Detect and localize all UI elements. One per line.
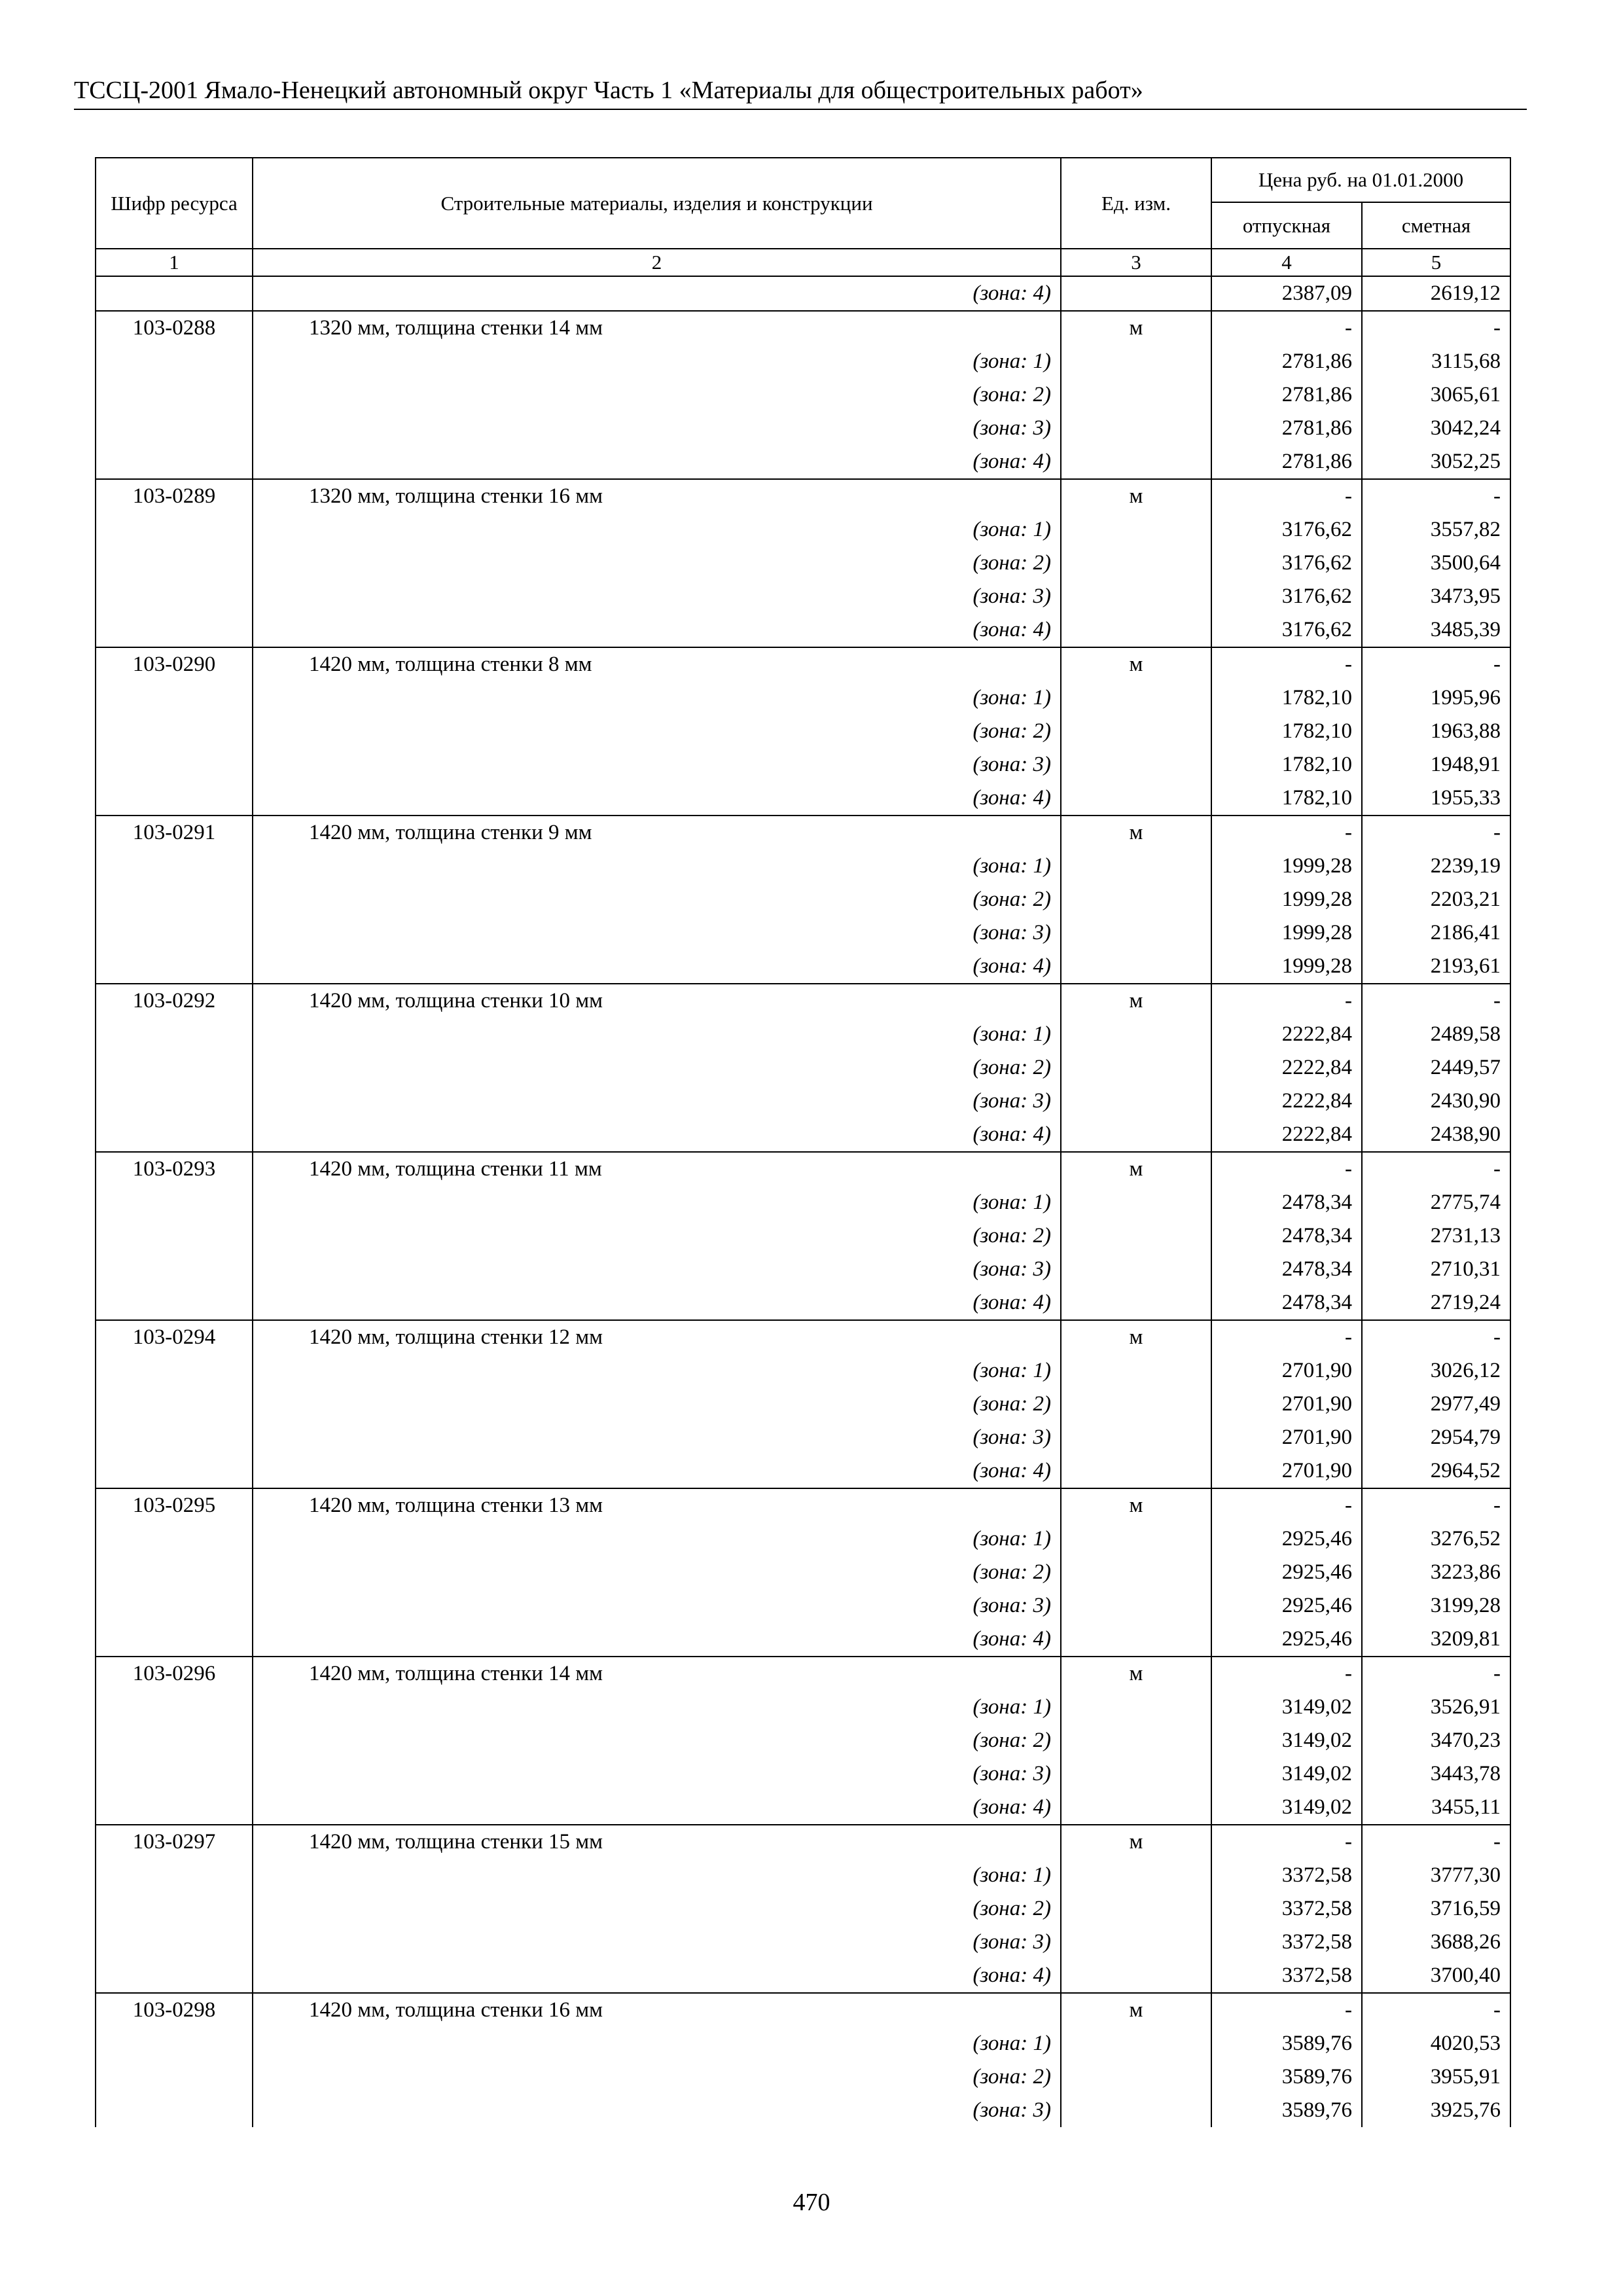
estimate-price: 3052,25 (1362, 445, 1510, 479)
estimate-price: 1963,88 (1362, 715, 1510, 748)
zone-label: (зона: 2) (253, 1051, 1061, 1085)
zone-row (96, 1959, 1510, 1993)
release-price: 2222,84 (1211, 1018, 1362, 1051)
zone-label: (зона: 3) (253, 1421, 1061, 1454)
material-name: 1420 мм, толщина стенки 13 мм (253, 1488, 1061, 1522)
material-name: 1420 мм, толщина стенки 14 мм (253, 1657, 1061, 1691)
estimate-price: 2449,57 (1362, 1051, 1510, 1085)
release-price: 1999,28 (1211, 883, 1362, 916)
estimate-price: 3455,11 (1362, 1791, 1510, 1825)
release-price: 2478,34 (1211, 1286, 1362, 1320)
header-rule (74, 109, 1527, 110)
release-price: 2701,90 (1211, 1454, 1362, 1488)
release-price: 3372,58 (1211, 1892, 1362, 1926)
estimate-price: - (1362, 984, 1510, 1018)
estimate-price: 3209,81 (1362, 1623, 1510, 1657)
release-price: 2781,86 (1211, 412, 1362, 445)
unit-cell: м (1061, 647, 1211, 681)
estimate-price: 3485,39 (1362, 613, 1510, 647)
zone-row (96, 681, 1510, 715)
estimate-price: 3473,95 (1362, 580, 1510, 613)
release-price: 3589,76 (1211, 2094, 1362, 2127)
release-price: 1782,10 (1211, 748, 1362, 781)
estimate-price: 3276,52 (1362, 1522, 1510, 1556)
release-price: 2222,84 (1211, 1051, 1362, 1085)
estimate-price: 3700,40 (1362, 1959, 1510, 1993)
unit-cell: м (1061, 1320, 1211, 1354)
zone-label: (зона: 4) (253, 1623, 1061, 1657)
material-name: 1420 мм, толщина стенки 10 мм (253, 984, 1061, 1018)
zone-label: (зона: 4) (253, 1118, 1061, 1152)
release-price: 3176,62 (1211, 613, 1362, 647)
resource-code: 103-0288 (96, 311, 253, 345)
zone-label: (зона: 1) (253, 1691, 1061, 1724)
release-price: 3149,02 (1211, 1724, 1362, 1757)
header-price-group: Цена руб. на 01.01.2000 (1211, 158, 1510, 202)
zone-label: (зона: 3) (253, 1589, 1061, 1623)
zone-label: (зона: 1) (253, 1522, 1061, 1556)
zone-label: (зона: 4) (253, 1286, 1061, 1320)
table-row (96, 1657, 1510, 1691)
zone-row (96, 1757, 1510, 1791)
release-price: 2701,90 (1211, 1388, 1362, 1421)
estimate-price: - (1362, 647, 1510, 681)
zone-row (96, 1388, 1510, 1421)
estimate-price: 2719,24 (1362, 1286, 1510, 1320)
zone-label: (зона: 2) (253, 378, 1061, 412)
zone-label: (зона: 3) (253, 2094, 1061, 2127)
zone-row (96, 1018, 1510, 1051)
estimate-price: 2977,49 (1362, 1388, 1510, 1421)
release-price: - (1211, 816, 1362, 850)
zone-label: (зона: 4) (253, 1791, 1061, 1825)
zone-row (96, 950, 1510, 984)
column-number: 4 (1211, 249, 1362, 276)
zone-label: (зона: 4) (253, 276, 1061, 311)
zone-label: (зона: 3) (253, 748, 1061, 781)
table-row (96, 1152, 1510, 1186)
release-price: 2925,46 (1211, 1589, 1362, 1623)
unit-cell: м (1061, 984, 1211, 1018)
estimate-price: - (1362, 1488, 1510, 1522)
zone-row (96, 2094, 1510, 2127)
release-price: - (1211, 479, 1362, 513)
zone-label: (зона: 4) (253, 613, 1061, 647)
zone-label: (зона: 1) (253, 1018, 1061, 1051)
table-row (96, 984, 1510, 1018)
release-price: 3176,62 (1211, 580, 1362, 613)
unit-cell: м (1061, 816, 1211, 850)
release-price: 1782,10 (1211, 781, 1362, 816)
unit-cell: м (1061, 1993, 1211, 2027)
zone-row (96, 1623, 1510, 1657)
release-price: 2781,86 (1211, 378, 1362, 412)
header-unit: Ед. изм. (1061, 158, 1211, 249)
release-price: 3589,76 (1211, 2060, 1362, 2094)
table-row (96, 311, 1510, 345)
zone-label: (зона: 1) (253, 1186, 1061, 1219)
zone-label: (зона: 4) (253, 1959, 1061, 1993)
estimate-price: 3716,59 (1362, 1892, 1510, 1926)
release-price: 2222,84 (1211, 1085, 1362, 1118)
release-price: 3149,02 (1211, 1757, 1362, 1791)
zone-label: (зона: 2) (253, 1219, 1061, 1253)
release-price: 1999,28 (1211, 916, 1362, 950)
release-price: 2478,34 (1211, 1253, 1362, 1286)
column-number: 1 (96, 249, 253, 276)
table-row (96, 1993, 1510, 2027)
estimate-price: 2775,74 (1362, 1186, 1510, 1219)
estimate-price: 2619,12 (1362, 276, 1510, 311)
zone-row (96, 1421, 1510, 1454)
zone-row (96, 748, 1510, 781)
resource-code: 103-0290 (96, 647, 253, 681)
column-number: 5 (1362, 249, 1510, 276)
table-row (96, 647, 1510, 681)
estimate-price: 3777,30 (1362, 1859, 1510, 1892)
estimate-price: 3199,28 (1362, 1589, 1510, 1623)
resource-code: 103-0291 (96, 816, 253, 850)
zone-label: (зона: 3) (253, 580, 1061, 613)
page-header: ТССЦ-2001 Ямало-Ненецкий автономный округ Часть 1 «Материалы для общестроительных работ» (74, 77, 1143, 104)
zone-row (96, 1118, 1510, 1152)
header-estimate-price: сметная (1362, 202, 1510, 249)
material-name: 1420 мм, толщина стенки 11 мм (253, 1152, 1061, 1186)
estimate-price: 3526,91 (1362, 1691, 1510, 1724)
estimate-price: 2430,90 (1362, 1085, 1510, 1118)
resource-code: 103-0292 (96, 984, 253, 1018)
zone-row (96, 513, 1510, 547)
zone-row (96, 2027, 1510, 2060)
release-price: 2925,46 (1211, 1522, 1362, 1556)
estimate-price: 1995,96 (1362, 681, 1510, 715)
table-body (96, 276, 1510, 2127)
estimate-price: - (1362, 479, 1510, 513)
release-price: 2925,46 (1211, 1556, 1362, 1589)
material-name: 1420 мм, толщина стенки 16 мм (253, 1993, 1061, 2027)
zone-label: (зона: 3) (253, 412, 1061, 445)
zone-label: (зона: 4) (253, 445, 1061, 479)
release-price: - (1211, 311, 1362, 345)
release-price: 1999,28 (1211, 950, 1362, 984)
estimate-price: 3557,82 (1362, 513, 1510, 547)
zone-row (96, 883, 1510, 916)
estimate-price: - (1362, 816, 1510, 850)
estimate-price: 3026,12 (1362, 1354, 1510, 1388)
release-price: 2222,84 (1211, 1118, 1362, 1152)
zone-label: (зона: 2) (253, 715, 1061, 748)
zone-row (96, 781, 1510, 816)
resource-code: 103-0289 (96, 479, 253, 513)
zone-row (96, 916, 1510, 950)
zone-row (96, 345, 1510, 378)
release-price: 2478,34 (1211, 1219, 1362, 1253)
estimate-price: - (1362, 311, 1510, 345)
zone-row (96, 412, 1510, 445)
estimate-price: 3688,26 (1362, 1926, 1510, 1959)
release-price: 1782,10 (1211, 681, 1362, 715)
zone-row (96, 445, 1510, 479)
release-price: 3176,62 (1211, 547, 1362, 580)
zone-row (96, 1051, 1510, 1085)
zone-label: (зона: 3) (253, 1253, 1061, 1286)
zone-row (96, 1589, 1510, 1623)
estimate-price: - (1362, 1152, 1510, 1186)
zone-label: (зона: 3) (253, 1085, 1061, 1118)
release-price: 1999,28 (1211, 850, 1362, 883)
zone-label: (зона: 3) (253, 1757, 1061, 1791)
table-row (96, 816, 1510, 850)
zone-label: (зона: 2) (253, 1556, 1061, 1589)
unit-cell: м (1061, 1657, 1211, 1691)
estimate-price: 3470,23 (1362, 1724, 1510, 1757)
estimate-price: 1955,33 (1362, 781, 1510, 816)
zone-label: (зона: 2) (253, 1724, 1061, 1757)
release-price: 2387,09 (1211, 276, 1362, 311)
zone-row (96, 580, 1510, 613)
zone-row (96, 378, 1510, 412)
release-price: - (1211, 1825, 1362, 1859)
estimate-price: 3065,61 (1362, 378, 1510, 412)
zone-row (96, 547, 1510, 580)
estimate-price: 3443,78 (1362, 1757, 1510, 1791)
material-name: 1420 мм, толщина стенки 9 мм (253, 816, 1061, 850)
unit-cell: м (1061, 1488, 1211, 1522)
release-price: 3149,02 (1211, 1691, 1362, 1724)
header-code: Шифр ресурса (96, 158, 253, 249)
estimate-price: 3115,68 (1362, 345, 1510, 378)
release-price: 1782,10 (1211, 715, 1362, 748)
zone-label: (зона: 2) (253, 1892, 1061, 1926)
estimate-price: 4020,53 (1362, 2027, 1510, 2060)
release-price: - (1211, 1320, 1362, 1354)
estimate-price: 2489,58 (1362, 1018, 1510, 1051)
table-row (96, 1320, 1510, 1354)
estimate-price: - (1362, 1320, 1510, 1354)
zone-row (96, 1253, 1510, 1286)
table-row (96, 1488, 1510, 1522)
estimate-price: 1948,91 (1362, 748, 1510, 781)
resource-code: 103-0293 (96, 1152, 253, 1186)
zone-label: (зона: 4) (253, 950, 1061, 984)
resource-code: 103-0297 (96, 1825, 253, 1859)
header-release-price: отпускная (1211, 202, 1362, 249)
release-price: 3589,76 (1211, 2027, 1362, 2060)
zone-row (96, 1219, 1510, 1253)
release-price: - (1211, 1657, 1362, 1691)
table-header (96, 158, 1510, 276)
zone-row (96, 2060, 1510, 2094)
release-price: 2701,90 (1211, 1354, 1362, 1388)
carryover-row (96, 276, 1510, 311)
unit-cell: м (1061, 311, 1211, 345)
zone-label: (зона: 1) (253, 345, 1061, 378)
resource-code: 103-0294 (96, 1320, 253, 1354)
zone-row (96, 850, 1510, 883)
release-price: 3372,58 (1211, 1926, 1362, 1959)
column-number: 3 (1061, 249, 1211, 276)
zone-row (96, 1791, 1510, 1825)
material-name: 1320 мм, толщина стенки 16 мм (253, 479, 1061, 513)
estimate-price: 2239,19 (1362, 850, 1510, 883)
release-price: 3372,58 (1211, 1859, 1362, 1892)
estimate-price: 2438,90 (1362, 1118, 1510, 1152)
unit-cell: м (1061, 1152, 1211, 1186)
column-number: 2 (253, 249, 1061, 276)
estimate-price: - (1362, 1825, 1510, 1859)
zone-row (96, 1085, 1510, 1118)
estimate-price: - (1362, 1993, 1510, 2027)
release-price: 2478,34 (1211, 1186, 1362, 1219)
zone-row (96, 1286, 1510, 1320)
estimate-price: 2954,79 (1362, 1421, 1510, 1454)
zone-row (96, 1556, 1510, 1589)
zone-label: (зона: 1) (253, 1859, 1061, 1892)
zone-label: (зона: 1) (253, 1354, 1061, 1388)
zone-row (96, 1454, 1510, 1488)
zone-label: (зона: 3) (253, 1926, 1061, 1959)
unit-cell: м (1061, 1825, 1211, 1859)
header-name: Строительные материалы, изделия и конструкции (253, 158, 1061, 249)
estimate-price: 2203,21 (1362, 883, 1510, 916)
zone-row (96, 613, 1510, 647)
estimate-price: 2964,52 (1362, 1454, 1510, 1488)
material-name: 1420 мм, толщина стенки 8 мм (253, 647, 1061, 681)
estimate-price: 3042,24 (1362, 412, 1510, 445)
resource-code: 103-0296 (96, 1657, 253, 1691)
estimate-price: 3925,76 (1362, 2094, 1510, 2127)
estimate-price: - (1362, 1657, 1510, 1691)
zone-row (96, 1724, 1510, 1757)
resource-code: 103-0295 (96, 1488, 253, 1522)
material-name: 1420 мм, толщина стенки 12 мм (253, 1320, 1061, 1354)
zone-row (96, 1691, 1510, 1724)
release-price: 3372,58 (1211, 1959, 1362, 1993)
zone-label: (зона: 1) (253, 850, 1061, 883)
zone-label: (зона: 1) (253, 2027, 1061, 2060)
release-price: - (1211, 1488, 1362, 1522)
zone-row (96, 715, 1510, 748)
estimate-price: 3223,86 (1362, 1556, 1510, 1589)
release-price: - (1211, 1152, 1362, 1186)
release-price: - (1211, 984, 1362, 1018)
price-table (95, 157, 1511, 2127)
zone-row (96, 1354, 1510, 1388)
release-price: 2701,90 (1211, 1421, 1362, 1454)
page-number: 470 (793, 2189, 830, 2216)
zone-label: (зона: 2) (253, 2060, 1061, 2094)
release-price: 2781,86 (1211, 345, 1362, 378)
zone-row (96, 1926, 1510, 1959)
zone-row (96, 1892, 1510, 1926)
material-name: 1320 мм, толщина стенки 14 мм (253, 311, 1061, 345)
estimate-price: 2710,31 (1362, 1253, 1510, 1286)
zone-label: (зона: 2) (253, 883, 1061, 916)
resource-code: 103-0298 (96, 1993, 253, 2027)
release-price: 2925,46 (1211, 1623, 1362, 1657)
material-name: 1420 мм, толщина стенки 15 мм (253, 1825, 1061, 1859)
unit-cell: м (1061, 479, 1211, 513)
release-price: - (1211, 1993, 1362, 2027)
zone-label: (зона: 3) (253, 916, 1061, 950)
zone-label: (зона: 1) (253, 681, 1061, 715)
zone-label: (зона: 2) (253, 1388, 1061, 1421)
estimate-price: 2186,41 (1362, 916, 1510, 950)
release-price: 3149,02 (1211, 1791, 1362, 1825)
zone-row (96, 1859, 1510, 1892)
zone-label: (зона: 4) (253, 781, 1061, 816)
estimate-price: 3500,64 (1362, 547, 1510, 580)
release-price: 2781,86 (1211, 445, 1362, 479)
estimate-price: 2193,61 (1362, 950, 1510, 984)
zone-label: (зона: 4) (253, 1454, 1061, 1488)
table-row (96, 1825, 1510, 1859)
zone-row (96, 1186, 1510, 1219)
zone-row (96, 1522, 1510, 1556)
estimate-price: 2731,13 (1362, 1219, 1510, 1253)
estimate-price: 3955,91 (1362, 2060, 1510, 2094)
zone-label: (зона: 2) (253, 547, 1061, 580)
release-price: 3176,62 (1211, 513, 1362, 547)
zone-label: (зона: 1) (253, 513, 1061, 547)
release-price: - (1211, 647, 1362, 681)
table-row (96, 479, 1510, 513)
